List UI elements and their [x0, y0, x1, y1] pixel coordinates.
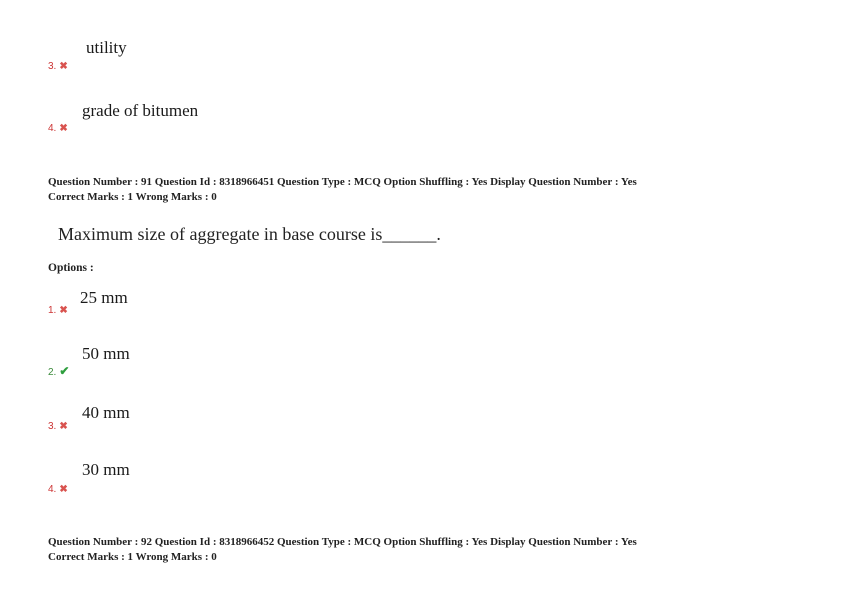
option-number-label: 2.	[48, 367, 57, 378]
option-number-label: 4.	[48, 484, 57, 495]
option-text: grade of bitumen	[82, 101, 199, 120]
option-text: utility	[86, 38, 127, 57]
option-number-label: 4.	[48, 123, 57, 134]
option-number	[48, 484, 68, 495]
question-meta	[48, 175, 637, 205]
option-number	[48, 305, 68, 316]
question-marks-line: Correct Marks : 1 Wrong Marks : 0	[48, 551, 217, 563]
option-text: 40 mm	[82, 403, 130, 422]
option-text: 50 mm	[82, 344, 130, 363]
question-text: Maximum size of aggregate in base course is______.	[58, 224, 441, 244]
option-text: 25 mm	[80, 288, 128, 307]
question-meta	[48, 535, 637, 565]
option-number	[48, 61, 68, 72]
cross-icon: ✖	[59, 421, 68, 432]
question-meta-line: Question Number : 92 Question Id : 8318966452 Question Type : MCQ Option Shuffling : Yes Display Question Number : Yes	[48, 536, 637, 548]
cross-icon: ✖	[59, 61, 68, 72]
option-number	[48, 421, 68, 432]
option-number	[48, 364, 69, 378]
option-number	[48, 123, 68, 134]
check-icon: ✔	[59, 364, 70, 378]
cross-icon: ✖	[59, 123, 68, 134]
option-number-label: 3.	[48, 421, 57, 432]
question-meta-line: Question Number : 91 Question Id : 8318966451 Question Type : MCQ Option Shuffling : Yes Display Question Number : Yes	[48, 176, 637, 188]
option-number-label: 1.	[48, 305, 57, 316]
cross-icon: ✖	[59, 305, 68, 316]
option-text: 30 mm	[82, 460, 130, 479]
option-number-label: 3.	[48, 61, 57, 72]
question-marks-line: Correct Marks : 1 Wrong Marks : 0	[48, 191, 217, 203]
cross-icon: ✖	[59, 484, 68, 495]
options-label: Options :	[48, 262, 94, 274]
